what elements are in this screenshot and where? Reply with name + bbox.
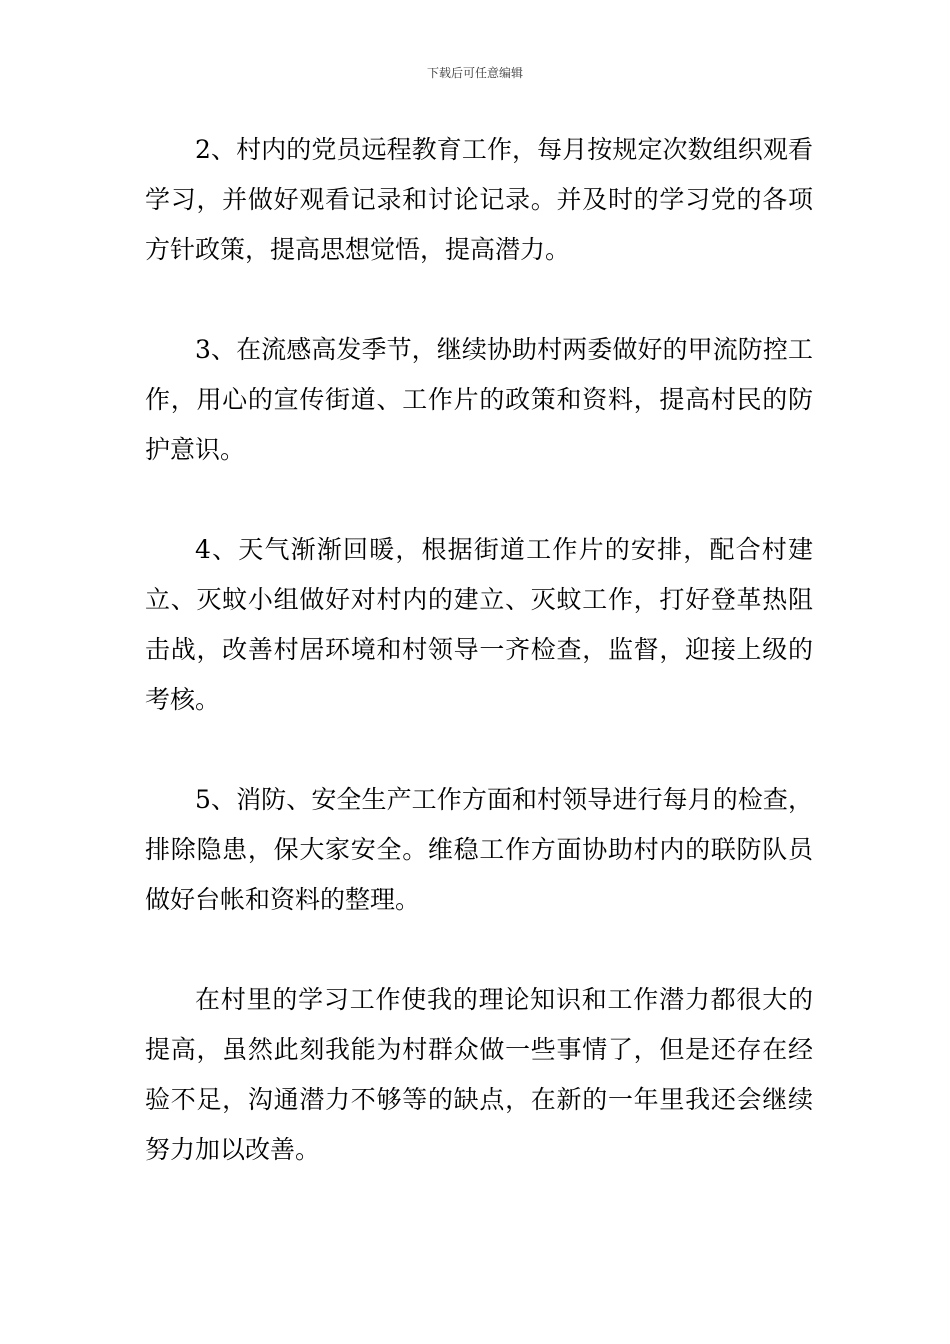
paragraph-item-4: 4、天气渐渐回暖，根据街道工作片的安排，配合村建立、灭蚊小组做好对村内的建立、灭蚊工作，打好登革热阻击战，改善村居环境和村领导一齐检查，监督，迎接上级的考核。 (145, 535, 813, 714)
header-note: 下载后可任意编辑 (426, 66, 523, 80)
paragraph-conclusion: 在村里的学习工作使我的理论知识和工作潜力都很大的提高，虽然此刻我能为村群众做一些事情了，但是还存在经验不足，沟通潜力不够等的缺点，在新的一年里我还会继续努力加以改善。 (145, 985, 813, 1164)
paragraph-item-2: 2、村内的党员远程教育工作，每月按规定次数组织观看学习，并做好观看记录和讨论记录。并及时的学习党的各项方针政策，提高思想觉悟，提高潜力。 (145, 135, 813, 264)
paragraph-item-5: 5、消防、安全生产工作方面和村领导进行每月的检查，排除隐患，保大家安全。维稳工作方面协助村内的联防队员做好台帐和资料的整理。 (145, 785, 813, 914)
paragraph-item-3: 3、在流感高发季节，继续协助村两委做好的甲流防控工作，用心的宣传街道、工作片的政策和资料，提高村民的防护意识。 (145, 335, 813, 464)
